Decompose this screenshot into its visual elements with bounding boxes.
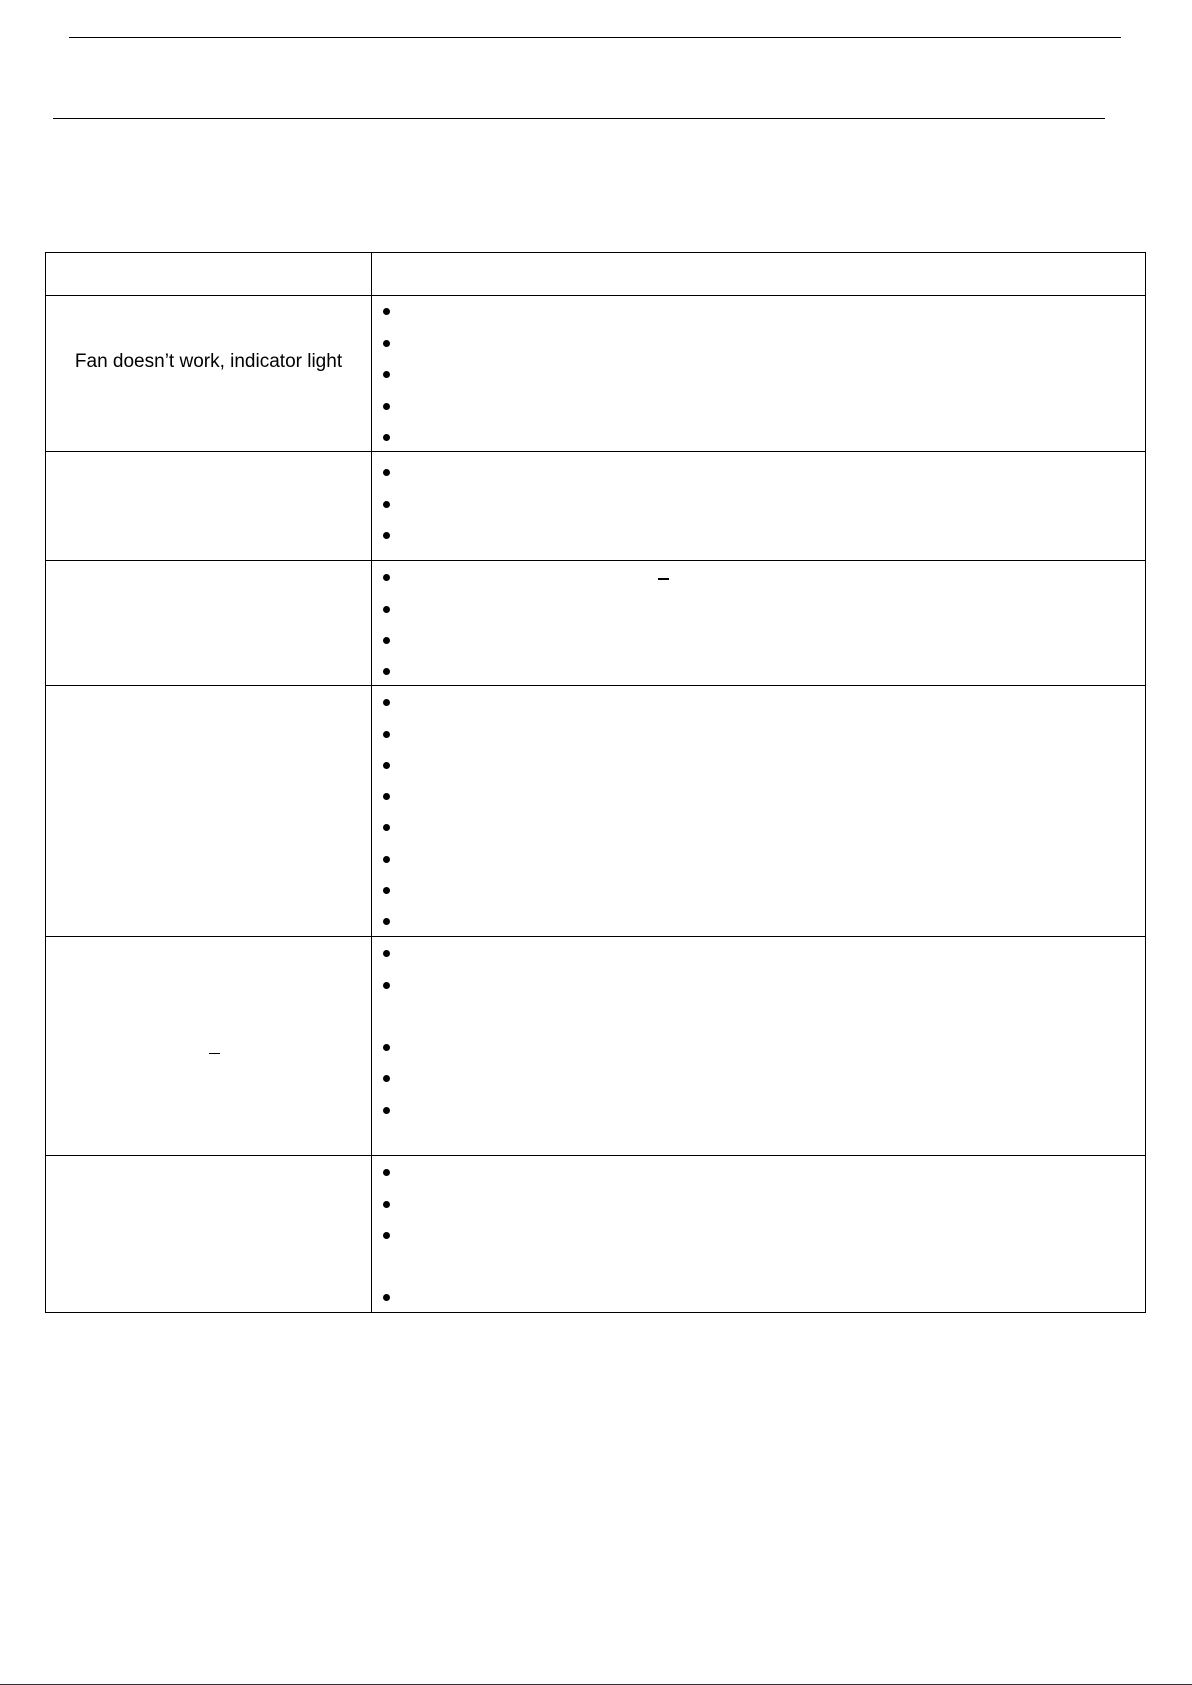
table-row-6-solution	[371, 1155, 1146, 1313]
bullet-icon	[383, 824, 390, 831]
table-row-3-problem	[45, 560, 372, 686]
bullet-icon	[383, 403, 390, 410]
bullet-icon	[383, 699, 390, 706]
header-rule-second	[53, 118, 1105, 119]
table-header-solution	[371, 252, 1146, 296]
bullet-icon	[383, 1232, 390, 1239]
header-rule-top	[69, 37, 1121, 38]
bullet-icon	[383, 1044, 390, 1051]
table-row-3-solution	[371, 560, 1146, 686]
table-row-1-problem	[45, 295, 372, 452]
bullet-icon	[383, 856, 390, 863]
bullet-icon	[383, 532, 390, 539]
bullet-icon	[383, 1107, 390, 1114]
bullet-icon	[383, 434, 390, 441]
bullet-icon	[383, 371, 390, 378]
bullet-icon	[383, 668, 390, 675]
table-row-2-problem	[45, 451, 372, 561]
dash-mark	[658, 578, 669, 580]
bullet-icon	[383, 606, 390, 613]
bullet-icon	[383, 469, 390, 476]
table-row-4-problem	[45, 685, 372, 937]
bullet-icon	[383, 731, 390, 738]
bullet-icon	[383, 982, 390, 989]
bullet-icon	[383, 793, 390, 800]
bullet-icon	[383, 637, 390, 644]
troubleshooting-table	[45, 252, 1146, 1315]
bullet-icon	[383, 918, 390, 925]
bullet-icon	[383, 501, 390, 508]
bullet-icon	[383, 1294, 390, 1301]
bullet-icon	[383, 950, 390, 957]
table-row-5-solution	[371, 936, 1146, 1156]
bullet-icon	[383, 1201, 390, 1208]
bullet-icon	[383, 574, 390, 581]
bullet-icon	[383, 762, 390, 769]
table-row-2-solution	[371, 451, 1146, 561]
table-row-1-solution	[371, 295, 1146, 452]
bullet-icon	[383, 340, 390, 347]
table-row-4-solution	[371, 685, 1146, 937]
table-row-6-problem	[45, 1155, 372, 1313]
problem-label: Fan doesn’t work, indicator light	[74, 351, 343, 372]
bullet-icon	[383, 1075, 390, 1082]
table-header-problem	[45, 252, 372, 296]
bullet-icon	[383, 1169, 390, 1176]
table-row-5-problem	[45, 936, 372, 1156]
bullet-icon	[383, 887, 390, 894]
dash-mark	[209, 1053, 220, 1054]
bullet-icon	[383, 308, 390, 315]
